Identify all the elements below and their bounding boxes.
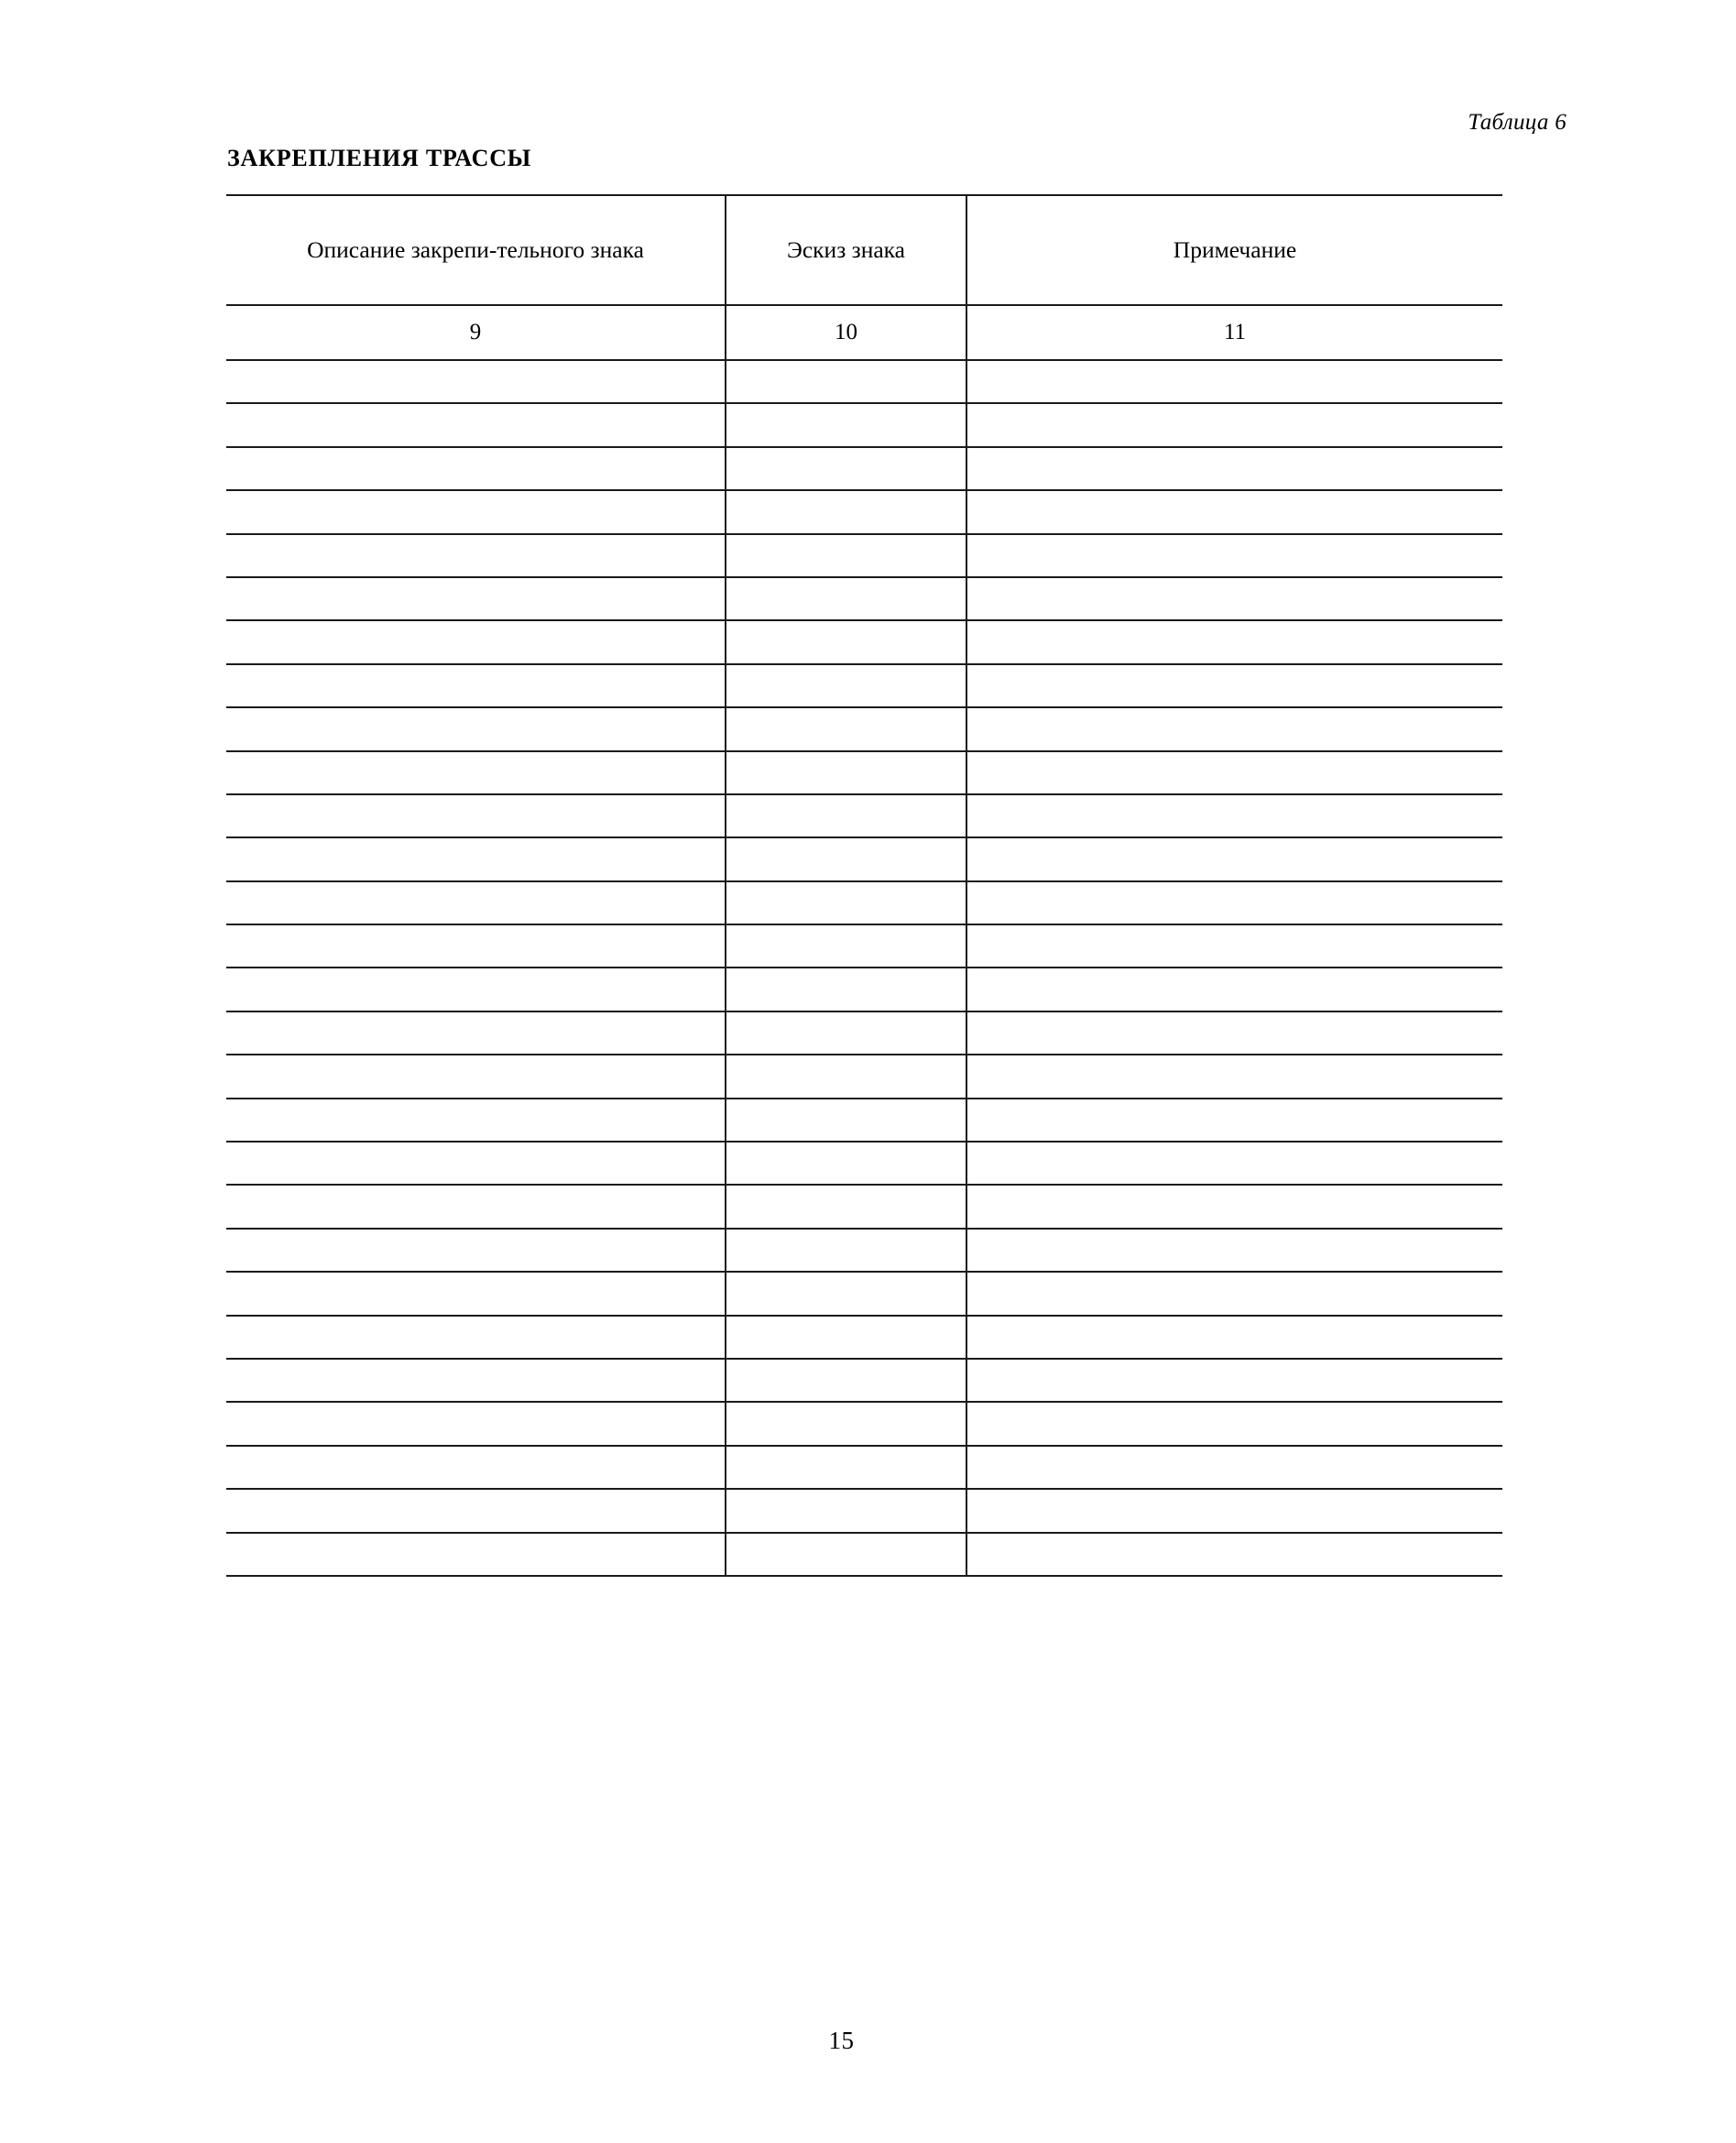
table-row[interactable] [226,534,1502,577]
table-cell[interactable] [966,664,1502,707]
table-cell[interactable] [226,924,726,968]
table-cell[interactable] [226,1489,726,1532]
table-cell[interactable] [226,664,726,707]
table-row[interactable] [226,837,1502,880]
table-row[interactable] [226,881,1502,924]
table-wrapper [226,194,1502,1577]
table-cell[interactable] [726,490,966,533]
table-row[interactable] [226,403,1502,446]
column-header-description: Описание закрепи-тельного знака [226,195,726,305]
form-table [226,194,1502,1577]
table-row[interactable] [226,1533,1502,1576]
table-cell[interactable] [226,403,726,446]
table-cell[interactable] [966,837,1502,880]
table-cell[interactable] [966,1011,1502,1055]
table-cell[interactable] [726,1142,966,1185]
table-cell[interactable] [226,534,726,577]
table-cell[interactable] [726,1272,966,1315]
table-cell[interactable] [726,881,966,924]
table-cell[interactable] [226,360,726,403]
table-row[interactable] [226,1185,1502,1228]
table-cell[interactable] [966,1359,1502,1402]
table-cell[interactable] [726,1489,966,1532]
table-cell[interactable] [966,534,1502,577]
table-cell[interactable] [966,794,1502,837]
table-cell[interactable] [726,1055,966,1098]
table-row[interactable] [226,1099,1502,1142]
table-row[interactable] [226,664,1502,707]
column-number-9: 9 [226,305,726,360]
table-cell[interactable] [966,620,1502,663]
table-cell[interactable] [966,447,1502,490]
table-row[interactable] [226,1229,1502,1272]
table-row[interactable] [226,1011,1502,1055]
table-cell[interactable] [966,881,1502,924]
table-cell[interactable] [726,403,966,446]
column-header-note: Примечание [966,195,1502,305]
table-cell[interactable] [966,1229,1502,1272]
table-cell[interactable] [966,1489,1502,1532]
table-row[interactable] [226,360,1502,403]
table-cell[interactable] [226,707,726,750]
table-caption: Таблица 6 [1468,110,1567,135]
table-cell[interactable] [226,1185,726,1228]
table-row[interactable] [226,1489,1502,1532]
table-cell[interactable] [726,447,966,490]
table-cell[interactable] [726,837,966,880]
table-row[interactable] [226,1402,1502,1445]
column-header-sketch: Эскиз знака [726,195,966,305]
table-row[interactable] [226,620,1502,663]
table-cell[interactable] [726,751,966,794]
table-cell[interactable] [226,1272,726,1315]
table-cell[interactable] [966,577,1502,620]
table-cell[interactable] [726,1185,966,1228]
table-cell[interactable] [726,577,966,620]
table-row[interactable] [226,924,1502,968]
table-cell[interactable] [726,1011,966,1055]
table-header-row [226,195,1502,305]
table-cell[interactable] [726,1099,966,1142]
table-cell[interactable] [726,534,966,577]
table-cell[interactable] [226,1011,726,1055]
table-row[interactable] [226,968,1502,1011]
table-cell[interactable] [966,360,1502,403]
table-cell[interactable] [966,1533,1502,1576]
table-cell[interactable] [966,968,1502,1011]
table-cell[interactable] [226,751,726,794]
table-cell[interactable] [966,1185,1502,1228]
table-cell[interactable] [226,794,726,837]
table-row[interactable] [226,1446,1502,1489]
table-cell[interactable] [726,707,966,750]
table-row[interactable] [226,447,1502,490]
table-cell[interactable] [226,490,726,533]
table-cell[interactable] [966,707,1502,750]
table-cell[interactable] [726,1316,966,1359]
table-row[interactable] [226,751,1502,794]
page-number: 15 [828,2027,855,2054]
table-cell[interactable] [226,577,726,620]
table-row[interactable] [226,1142,1502,1185]
table-cell[interactable] [226,1229,726,1272]
table-body [226,195,1502,1576]
table-cell[interactable] [966,1142,1502,1185]
table-cell[interactable] [226,1055,726,1098]
table-cell[interactable] [966,1316,1502,1359]
table-cell[interactable] [966,1055,1502,1098]
table-cell[interactable] [726,1402,966,1445]
table-cell[interactable] [226,881,726,924]
table-cell[interactable] [226,447,726,490]
table-cell[interactable] [966,1402,1502,1445]
table-cell[interactable] [226,1402,726,1445]
table-cell[interactable] [966,924,1502,968]
table-cell[interactable] [226,1099,726,1142]
table-cell[interactable] [966,1272,1502,1315]
table-cell[interactable] [726,620,966,663]
table-row[interactable] [226,794,1502,837]
table-cell[interactable] [726,360,966,403]
table-row[interactable] [226,1359,1502,1402]
table-cell[interactable] [726,968,966,1011]
table-row[interactable] [226,1272,1502,1315]
column-number-10: 10 [726,305,966,360]
table-row[interactable] [226,577,1502,620]
table-cell[interactable] [966,1099,1502,1142]
table-cell[interactable] [966,751,1502,794]
page-title: ЗАКРЕПЛЕНИЯ ТРАССЫ [227,145,532,171]
table-cell[interactable] [726,1533,966,1576]
table-row[interactable] [226,707,1502,750]
table-cell[interactable] [226,1446,726,1489]
page-footer [0,2027,1736,2055]
table-cell[interactable] [226,620,726,663]
table-cell[interactable] [226,968,726,1011]
table-cell[interactable] [966,490,1502,533]
table-cell[interactable] [726,1446,966,1489]
table-row[interactable] [226,1055,1502,1098]
table-cell[interactable] [226,1142,726,1185]
table-cell[interactable] [966,1446,1502,1489]
table-cell[interactable] [726,924,966,968]
column-number-row [226,305,1502,360]
table-cell[interactable] [966,403,1502,446]
table-cell[interactable] [226,1533,726,1576]
table-cell[interactable] [226,837,726,880]
column-number-11: 11 [966,305,1502,360]
table-cell[interactable] [726,1229,966,1272]
table-row[interactable] [226,490,1502,533]
table-cell[interactable] [726,664,966,707]
table-cell[interactable] [726,794,966,837]
table-row[interactable] [226,1316,1502,1359]
table-cell[interactable] [226,1359,726,1402]
table-cell[interactable] [226,1316,726,1359]
table-cell[interactable] [726,1359,966,1402]
